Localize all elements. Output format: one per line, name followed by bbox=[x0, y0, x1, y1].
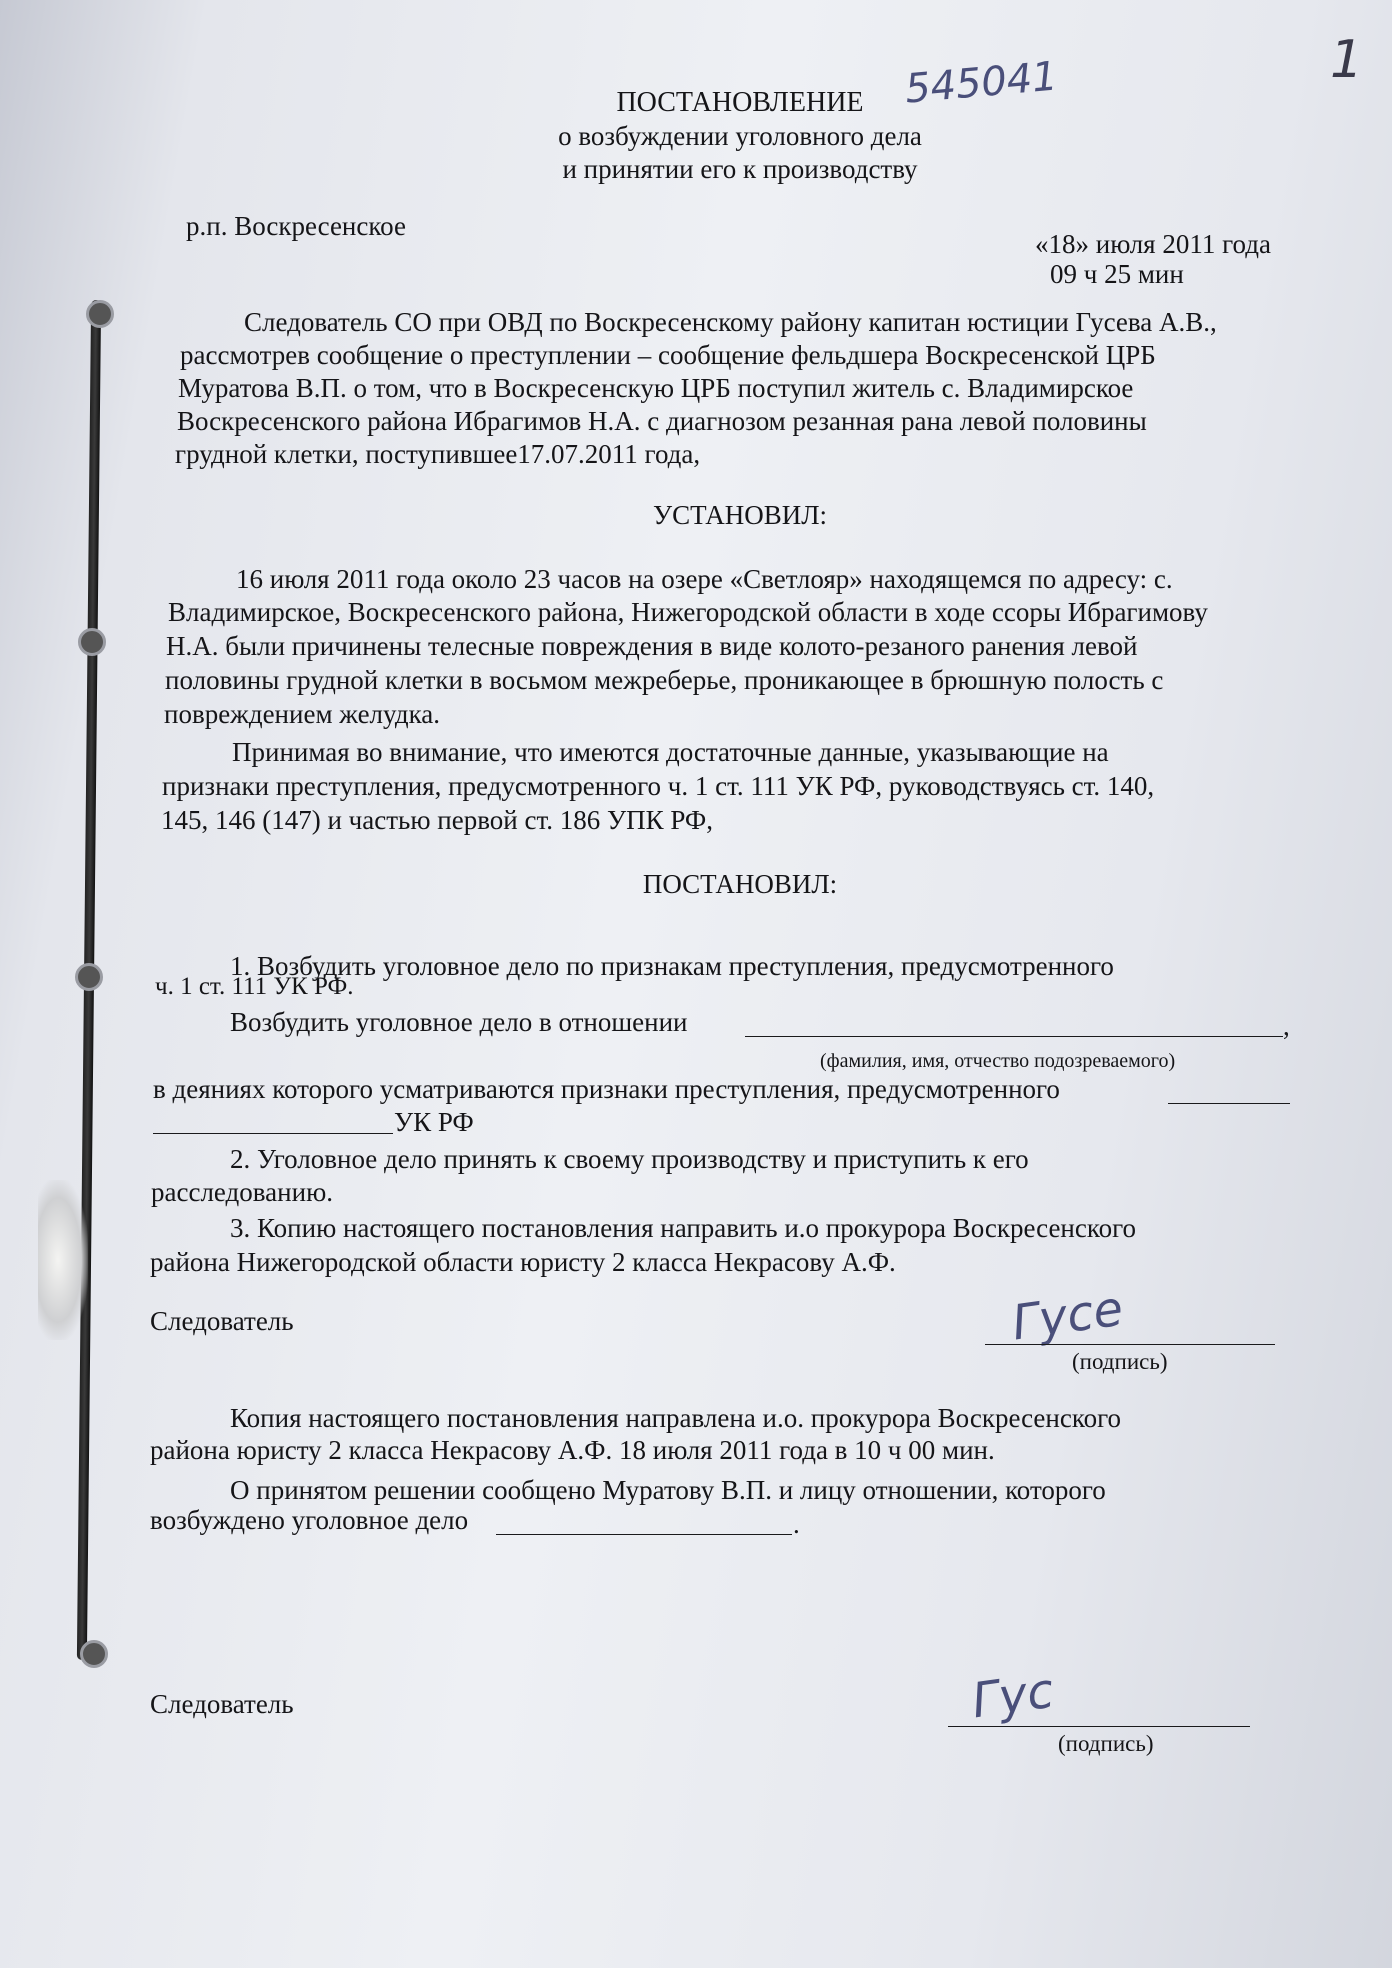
document-subtitle-2: и принятии его к производству bbox=[562, 154, 918, 184]
signature-2: Гус bbox=[968, 1662, 1058, 1730]
case-number: 545041 bbox=[903, 53, 1060, 113]
resolved-item-1-line-1: 1. Возбудить уголовное дело по признакам преступления, предусмотренного bbox=[230, 951, 1114, 981]
established-line-3: Н.А. были причинены телесные повреждения в виде колото-резаного ранения левой bbox=[166, 631, 1138, 661]
blank-line-article bbox=[1168, 1103, 1290, 1104]
punch-hole bbox=[75, 963, 103, 991]
suspect-hint: (фамилия, имя, отчество подозреваемого) bbox=[820, 1050, 1176, 1072]
resolved-item-1d: УК РФ bbox=[394, 1107, 474, 1137]
intro-line-4: Воскресенского района Ибрагимов Н.А. с диагнозом резанная рана левой половины bbox=[177, 406, 1147, 436]
copy-note-line-4-end: . bbox=[793, 1509, 800, 1539]
resolved-item-1b: Возбудить уголовное дело в отношении bbox=[230, 1007, 688, 1037]
established-line-5: повреждением желудка. bbox=[164, 699, 441, 729]
resolved-item-1c: в деяниях которого усматриваются признаки преступления, предусмотренного bbox=[153, 1074, 1060, 1104]
comma: , bbox=[1283, 1011, 1290, 1041]
copy-note-line-3: О принятом решении сообщено Муратову В.П. и лицу отношении, которого bbox=[230, 1475, 1106, 1505]
signature-1-label: Следователь bbox=[150, 1306, 294, 1336]
established-line-1: 16 июля 2011 года около 23 часов на озере «Светлояр» находящемся по адресу: с. bbox=[236, 564, 1173, 594]
intro-line-2: рассмотрев сообщение о преступлении – сообщение фельдшера Воскресенской ЦРБ bbox=[180, 340, 1156, 370]
intro-line-3: Муратова В.П. о том, что в Воскресенскую ЦРБ поступил житель с. Владимирское bbox=[178, 373, 1134, 403]
resolved-item-2-line-2: расследованию. bbox=[151, 1177, 333, 1207]
intro-line-5: грудной клетки, поступившее17.07.2011 года, bbox=[175, 439, 701, 469]
established-line-4: половины грудной клетки в восьмом межреберье, проникающее в брюшную полость с bbox=[165, 665, 1164, 695]
punch-hole bbox=[80, 1640, 108, 1668]
copy-note-line-2: района юристу 2 класса Некрасову А.Ф. 18 июля 2011 года в 10 ч 00 мин. bbox=[150, 1435, 995, 1465]
resolved-item-3-line-2: района Нижегородской области юристу 2 класса Некрасову А.Ф. bbox=[150, 1247, 896, 1277]
signature-2-hint: (подпись) bbox=[1058, 1731, 1154, 1756]
signature-2-line bbox=[948, 1726, 1250, 1727]
document-title: ПОСТАНОВЛЕНИЕ bbox=[616, 87, 864, 118]
established-line-8: 145, 146 (147) и частью первой ст. 186 УПК РФ, bbox=[161, 805, 713, 835]
resolved-item-2-line-1: 2. Уголовное дело принять к своему производству и приступить к его bbox=[230, 1144, 1029, 1174]
page-number: 1 bbox=[1330, 30, 1364, 90]
place: р.п. Воскресенское bbox=[186, 211, 406, 241]
copy-note-line-1: Копия настоящего постановления направлена и.о. прокурора Воскресенского bbox=[230, 1403, 1121, 1433]
established-heading: УСТАНОВИЛ: bbox=[652, 500, 828, 530]
document-subtitle-1: о возбуждении уголовного дела bbox=[558, 121, 922, 151]
punch-hole bbox=[86, 300, 114, 328]
resolved-item-1-line-2: ч. 1 ст. 111 УК РФ. bbox=[155, 973, 354, 1000]
blank-line-article-2 bbox=[153, 1133, 393, 1134]
signature-2-label: Следователь bbox=[150, 1689, 294, 1719]
document-time: 09 ч 25 мин bbox=[1050, 259, 1184, 289]
copy-note-line-4: возбуждено уголовное дело bbox=[150, 1505, 469, 1535]
blank-line-suspect bbox=[745, 1036, 1283, 1037]
document-date: «18» июля 2011 года bbox=[1035, 229, 1271, 259]
signature-1-hint: (подпись) bbox=[1072, 1349, 1168, 1374]
established-line-6: Принимая во внимание, что имеются достаточные данные, указывающие на bbox=[232, 737, 1109, 767]
resolved-item-3-line-1: 3. Копию настоящего постановления направить и.о прокурора Воскресенского bbox=[230, 1213, 1137, 1243]
established-line-7: признаки преступления, предусмотренного ч. 1 ст. 111 УК РФ, руководствуясь ст. 140, bbox=[162, 771, 1155, 801]
established-line-2: Владимирское, Воскресенского района, Нижегородской области в ходе ссоры Ибрагимову bbox=[168, 597, 1208, 627]
paper-tear bbox=[38, 1180, 88, 1340]
intro-line-1: Следователь СО при ОВД по Воскресенскому району капитан юстиции Гусева А.В., bbox=[244, 307, 1217, 337]
blank-line-notified bbox=[496, 1534, 792, 1535]
punch-hole bbox=[78, 628, 106, 656]
signature-1-line bbox=[985, 1344, 1275, 1345]
resolved-heading: ПОСТАНОВИЛ: bbox=[642, 869, 838, 899]
signature-1: Гусе bbox=[1008, 1280, 1127, 1352]
